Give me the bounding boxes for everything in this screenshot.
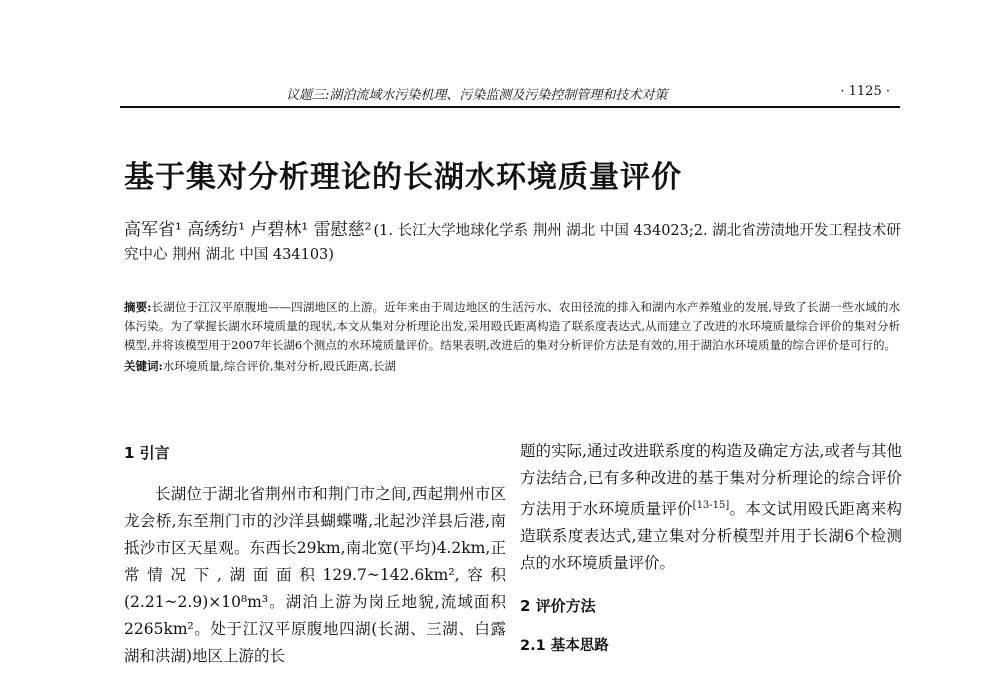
citation: [13-15] xyxy=(692,500,730,511)
section-1-paragraph: 长湖位于湖北省荆州市和荆门市之间,西起荆州市区龙会桥,东至荆门市的沙洋县蝴蝶嘴,北起沙洋县后港,南抵沙市区天星观。东西长29km,南北宽(平均)4.2km,正常情况下,湖面面积129.7~142.6km²,容积(2.21~2.9)×10⁸m³。湖泊上游为岗丘地貌,流域面积2265km²。处于江汉平原腹地四湖(长湖、三湖、白露湖和洪湖)地区上游的长 xyxy=(124,485,506,665)
keywords xyxy=(124,357,900,376)
abstract-label: 摘要: xyxy=(124,300,152,314)
right-paragraph-end: 。本文试用殴氏距离来构造联系度表达式,建立集对分析模型并用于长湖6个检测点的水环境质量评价。 xyxy=(520,500,902,573)
series-title: 议题三:湖泊流域水污染机理、污染监测及污染控制管理和技术对策 xyxy=(286,88,668,103)
author-block xyxy=(124,218,904,267)
keywords-text: 水环境质量,综合评价,集对分析,殴氏距离,长湖 xyxy=(162,359,396,373)
page-number: · 1125 · xyxy=(840,84,890,99)
abstract xyxy=(124,298,900,376)
right-column xyxy=(520,438,902,655)
left-column xyxy=(124,442,506,670)
running-header xyxy=(120,84,900,104)
section-2-heading: 2 评价方法 xyxy=(520,597,596,616)
keywords-label: 关键词: xyxy=(124,359,163,373)
paper-title: 基于集对分析理论的长湖水环境质量评价 xyxy=(124,160,682,195)
abstract-paragraph xyxy=(124,298,900,355)
header-rule xyxy=(120,106,900,108)
author-names: 高军省¹ 高绣纺¹ 卢碧林¹ 雷慰慈² xyxy=(124,220,372,240)
right-paragraph-text: 题的实际,通过改进联系度的构造及确定方法,或者与其他方法结合,已有多种改进的基于集对分析理论的综合评价方法用于水环境质量评价 xyxy=(520,442,902,519)
right-paragraph xyxy=(520,438,902,577)
section-1-heading: 1 引言 xyxy=(124,444,170,462)
author-affiliation: (1. 长江大学地球化学系 荆州 湖北 中国 434023;2. 湖北省涝渍地开发工程技术研究中心 荆州 湖北 中国 434103) xyxy=(124,223,901,263)
abstract-text: 长湖位于江汉平原腹地——四湖地区的上游。近年来由于周边地区的生活污水、农田径流的排入和湖内水产养殖业的发展,导致了长湖一些水域的水体污染。为了掌握长湖水环境质量的现状,本文从集对分析理论出发,采用殴氏距离构造了联系度表达式,从而建立了改进的水环境质量综合评价的集对分析模型,并将该模型用于2007年长湖6个测点的水环境质量评价。结果表明,改进后的集对分析评价方法是有效的,用于湖泊水环境质量的综合评价是可行的。 xyxy=(124,300,900,352)
section-2-1-heading: 2.1 基本思路 xyxy=(520,638,609,655)
